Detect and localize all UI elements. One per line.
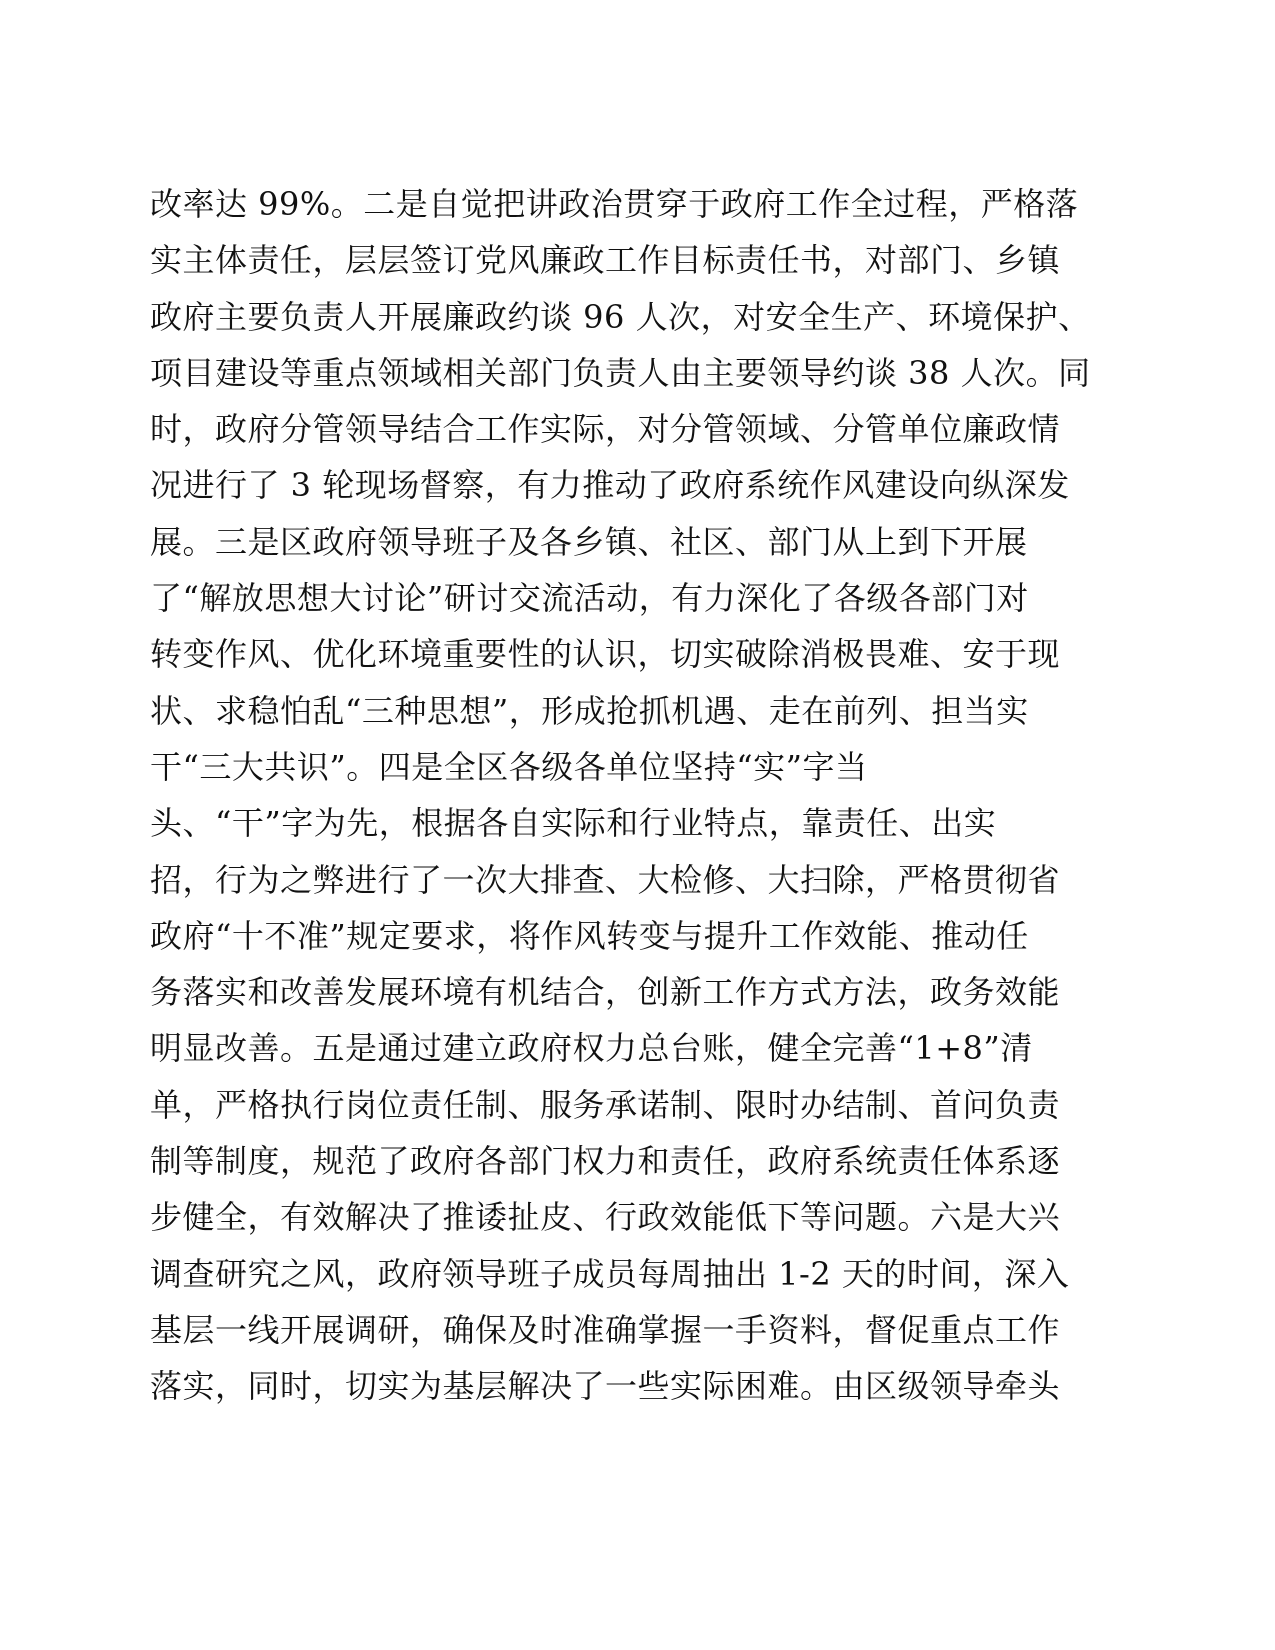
text-line: 展。三是区政府领导班子及各乡镇、社区、部门从上到下开展: [150, 522, 1028, 561]
text-line: 干“三大共识”。四是全区各级各单位坚持“实”字当: [150, 747, 868, 786]
text-line: 状、求稳怕乱“三种思想”，形成抢抓机遇、走在前列、担当实: [150, 691, 1029, 730]
text-line: 转变作风、优化环境重要性的认识，切实破除消极畏难、安于现: [150, 635, 1061, 674]
text-line: 招，行为之弊进行了一次大排查、大检修、大扫除，严格贯彻省: [150, 860, 1061, 899]
text-line: 了“解放思想大讨论”研讨交流活动，有力深化了各级各部门对: [150, 579, 1029, 618]
text-line: 项目建设等重点领域相关部门负责人由主要领导约谈 38 人次。同: [150, 353, 1091, 392]
text-line: 落实，同时，切实为基层解决了一些实际困难。由区级领导牵头: [150, 1367, 1061, 1406]
text-line: 改率达 99%。二是自觉把讲政治贯穿于政府工作全过程，严格落: [150, 185, 1079, 223]
text-line: 明显改善。五是通过建立政府权力总台账，健全完善“1+8”清: [150, 1029, 1033, 1068]
text-line: 政府“十不准”规定要求，将作风转变与提升工作效能、推动任: [150, 916, 1029, 955]
body-paragraph: [150, 176, 1091, 1415]
text-line: 政府主要负责人开展廉政约谈 96 人次，对安全生产、环境保护、: [150, 297, 1091, 336]
text-line: 头、“干”字为先，根据各自实际和行业特点，靠责任、出实: [150, 804, 997, 843]
text-line: 步健全，有效解决了推诿扯皮、行政效能低下等问题。六是大兴: [150, 1198, 1061, 1237]
text-line: 调查研究之风，政府领导班子成员每周抽出 1-2 天的时间，深入: [150, 1254, 1070, 1293]
text-line: 单，严格执行岗位责任制、服务承诺制、限时办结制、首问负责: [150, 1085, 1061, 1124]
text-line: 时，政府分管领导结合工作实际，对分管领域、分管单位廉政情: [150, 410, 1061, 449]
text-line: 基层一线开展调研，确保及时准确掌握一手资料，督促重点工作: [150, 1310, 1061, 1349]
text-line: 务落实和改善发展环境有机结合，创新工作方式方法，政务效能: [150, 973, 1061, 1012]
text-line: 实主体责任，层层签订党风廉政工作目标责任书，对部门、乡镇: [150, 241, 1061, 280]
text-line: 制等制度，规范了政府各部门权力和责任，政府系统责任体系逐: [150, 1142, 1061, 1181]
text-line: 况进行了 3 轮现场督察，有力推动了政府系统作风建设向纵深发: [150, 466, 1070, 505]
